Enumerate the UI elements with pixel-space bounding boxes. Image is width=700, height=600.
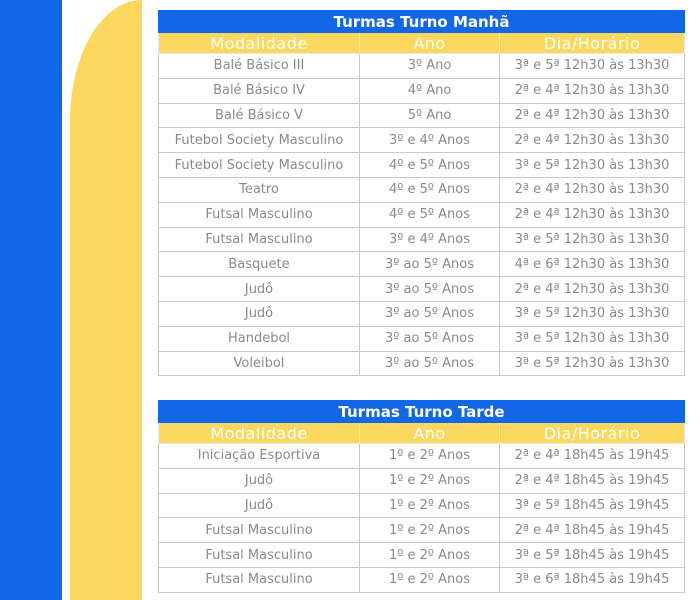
cell-ano: 4º Ano: [360, 78, 500, 103]
afternoon-schedule-table: [158, 400, 685, 593]
cell-modalidade: Judô: [159, 468, 360, 493]
table-row: [159, 153, 685, 178]
cell-ano: 1º e 2º Anos: [360, 444, 500, 469]
cell-modalidade: Judô: [159, 301, 360, 326]
left-blue-bar: [0, 0, 62, 600]
table-row: [159, 518, 685, 543]
cell-modalidade: Judô: [159, 277, 360, 302]
table-row: [159, 277, 685, 302]
cell-modalidade: Balé Básico IV: [159, 78, 360, 103]
header-dia-horario: Dia/Horário: [500, 423, 685, 444]
cell-ano: 3º ao 5º Anos: [360, 351, 500, 376]
cell-dia-horario: 3ª e 5ª 18h45 às 19h45: [500, 543, 685, 568]
cell-ano: 1º e 2º Anos: [360, 468, 500, 493]
cell-modalidade: Basquete: [159, 252, 360, 277]
table-row: [159, 468, 685, 493]
cell-ano: 3º e 4º Anos: [360, 128, 500, 153]
header-dia-horario: Dia/Horário: [500, 33, 685, 54]
cell-dia-horario: 3ª e 5ª 12h30 às 13h30: [500, 326, 685, 351]
cell-modalidade: Futebol Society Masculino: [159, 153, 360, 178]
cell-dia-horario: 2ª e 4ª 12h30 às 13h30: [500, 202, 685, 227]
table-row: [159, 78, 685, 103]
cell-modalidade: Balé Básico V: [159, 103, 360, 128]
table-row: [159, 326, 685, 351]
cell-modalidade: Futsal Masculino: [159, 543, 360, 568]
cell-ano: 3º e 4º Anos: [360, 227, 500, 252]
morning-schedule-table: [158, 10, 685, 376]
cell-modalidade: Futsal Masculino: [159, 567, 360, 592]
cell-modalidade: Balé Básico III: [159, 54, 360, 79]
cell-dia-horario: 2ª e 4ª 18h45 às 19h45: [500, 518, 685, 543]
cell-modalidade: Judô: [159, 493, 360, 518]
cell-modalidade: Futsal Masculino: [159, 227, 360, 252]
table-row: [159, 493, 685, 518]
table-row: [159, 543, 685, 568]
cell-modalidade: Futebol Society Masculino: [159, 128, 360, 153]
cell-dia-horario: 2ª e 4ª 18h45 às 19h45: [500, 468, 685, 493]
table-row: [159, 54, 685, 79]
cell-modalidade: Handebol: [159, 326, 360, 351]
table-row: [159, 301, 685, 326]
cell-ano: 3º ao 5º Anos: [360, 326, 500, 351]
cell-ano: 3º ao 5º Anos: [360, 252, 500, 277]
cell-dia-horario: 3ª e 5ª 12h30 às 13h30: [500, 54, 685, 79]
header-modalidade: Modalidade: [159, 33, 360, 54]
afternoon-table-title: Turmas Turno Tarde: [159, 401, 685, 423]
table-row: [159, 351, 685, 376]
cell-ano: 4º e 5º Anos: [360, 153, 500, 178]
yellow-decorative-shape: [70, 0, 142, 600]
morning-table-title: Turmas Turno Manhã: [159, 11, 685, 33]
cell-ano: 4º e 5º Anos: [360, 177, 500, 202]
cell-ano: 1º e 2º Anos: [360, 493, 500, 518]
cell-dia-horario: 2ª e 4ª 12h30 às 13h30: [500, 177, 685, 202]
cell-dia-horario: 3ª e 5ª 12h30 às 13h30: [500, 351, 685, 376]
header-ano: Ano: [360, 423, 500, 444]
cell-ano: 3º Ano: [360, 54, 500, 79]
cell-dia-horario: 2ª e 4ª 18h45 às 19h45: [500, 444, 685, 469]
cell-modalidade: Voleibol: [159, 351, 360, 376]
table-row: [159, 202, 685, 227]
cell-modalidade: Teatro: [159, 177, 360, 202]
cell-modalidade: Iniciação Esportiva: [159, 444, 360, 469]
cell-dia-horario: 3ª e 5ª 18h45 às 19h45: [500, 493, 685, 518]
cell-ano: 1º e 2º Anos: [360, 543, 500, 568]
table-row: [159, 128, 685, 153]
cell-dia-horario: 2ª e 4ª 12h30 às 13h30: [500, 128, 685, 153]
cell-modalidade: Futsal Masculino: [159, 518, 360, 543]
cell-dia-horario: 4ª e 6ª 12h30 às 13h30: [500, 252, 685, 277]
cell-dia-horario: 3ª e 5ª 12h30 às 13h30: [500, 153, 685, 178]
cell-dia-horario: 3ª e 5ª 12h30 às 13h30: [500, 301, 685, 326]
cell-ano: 1º e 2º Anos: [360, 567, 500, 592]
table-row: [159, 177, 685, 202]
table-row: [159, 567, 685, 592]
header-modalidade: Modalidade: [159, 423, 360, 444]
cell-ano: 3º ao 5º Anos: [360, 277, 500, 302]
cell-ano: 5º Ano: [360, 103, 500, 128]
cell-dia-horario: 2ª e 4ª 12h30 às 13h30: [500, 103, 685, 128]
header-ano: Ano: [360, 33, 500, 54]
table-row: [159, 252, 685, 277]
cell-ano: 3º ao 5º Anos: [360, 301, 500, 326]
table-row: [159, 227, 685, 252]
cell-ano: 4º e 5º Anos: [360, 202, 500, 227]
cell-dia-horario: 3ª e 5ª 12h30 às 13h30: [500, 227, 685, 252]
cell-dia-horario: 2ª e 4ª 12h30 às 13h30: [500, 277, 685, 302]
table-row: [159, 103, 685, 128]
cell-dia-horario: 3ª e 6ª 18h45 às 19h45: [500, 567, 685, 592]
cell-modalidade: Futsal Masculino: [159, 202, 360, 227]
table-row: [159, 444, 685, 469]
cell-ano: 1º e 2º Anos: [360, 518, 500, 543]
cell-dia-horario: 2ª e 4ª 12h30 às 13h30: [500, 78, 685, 103]
